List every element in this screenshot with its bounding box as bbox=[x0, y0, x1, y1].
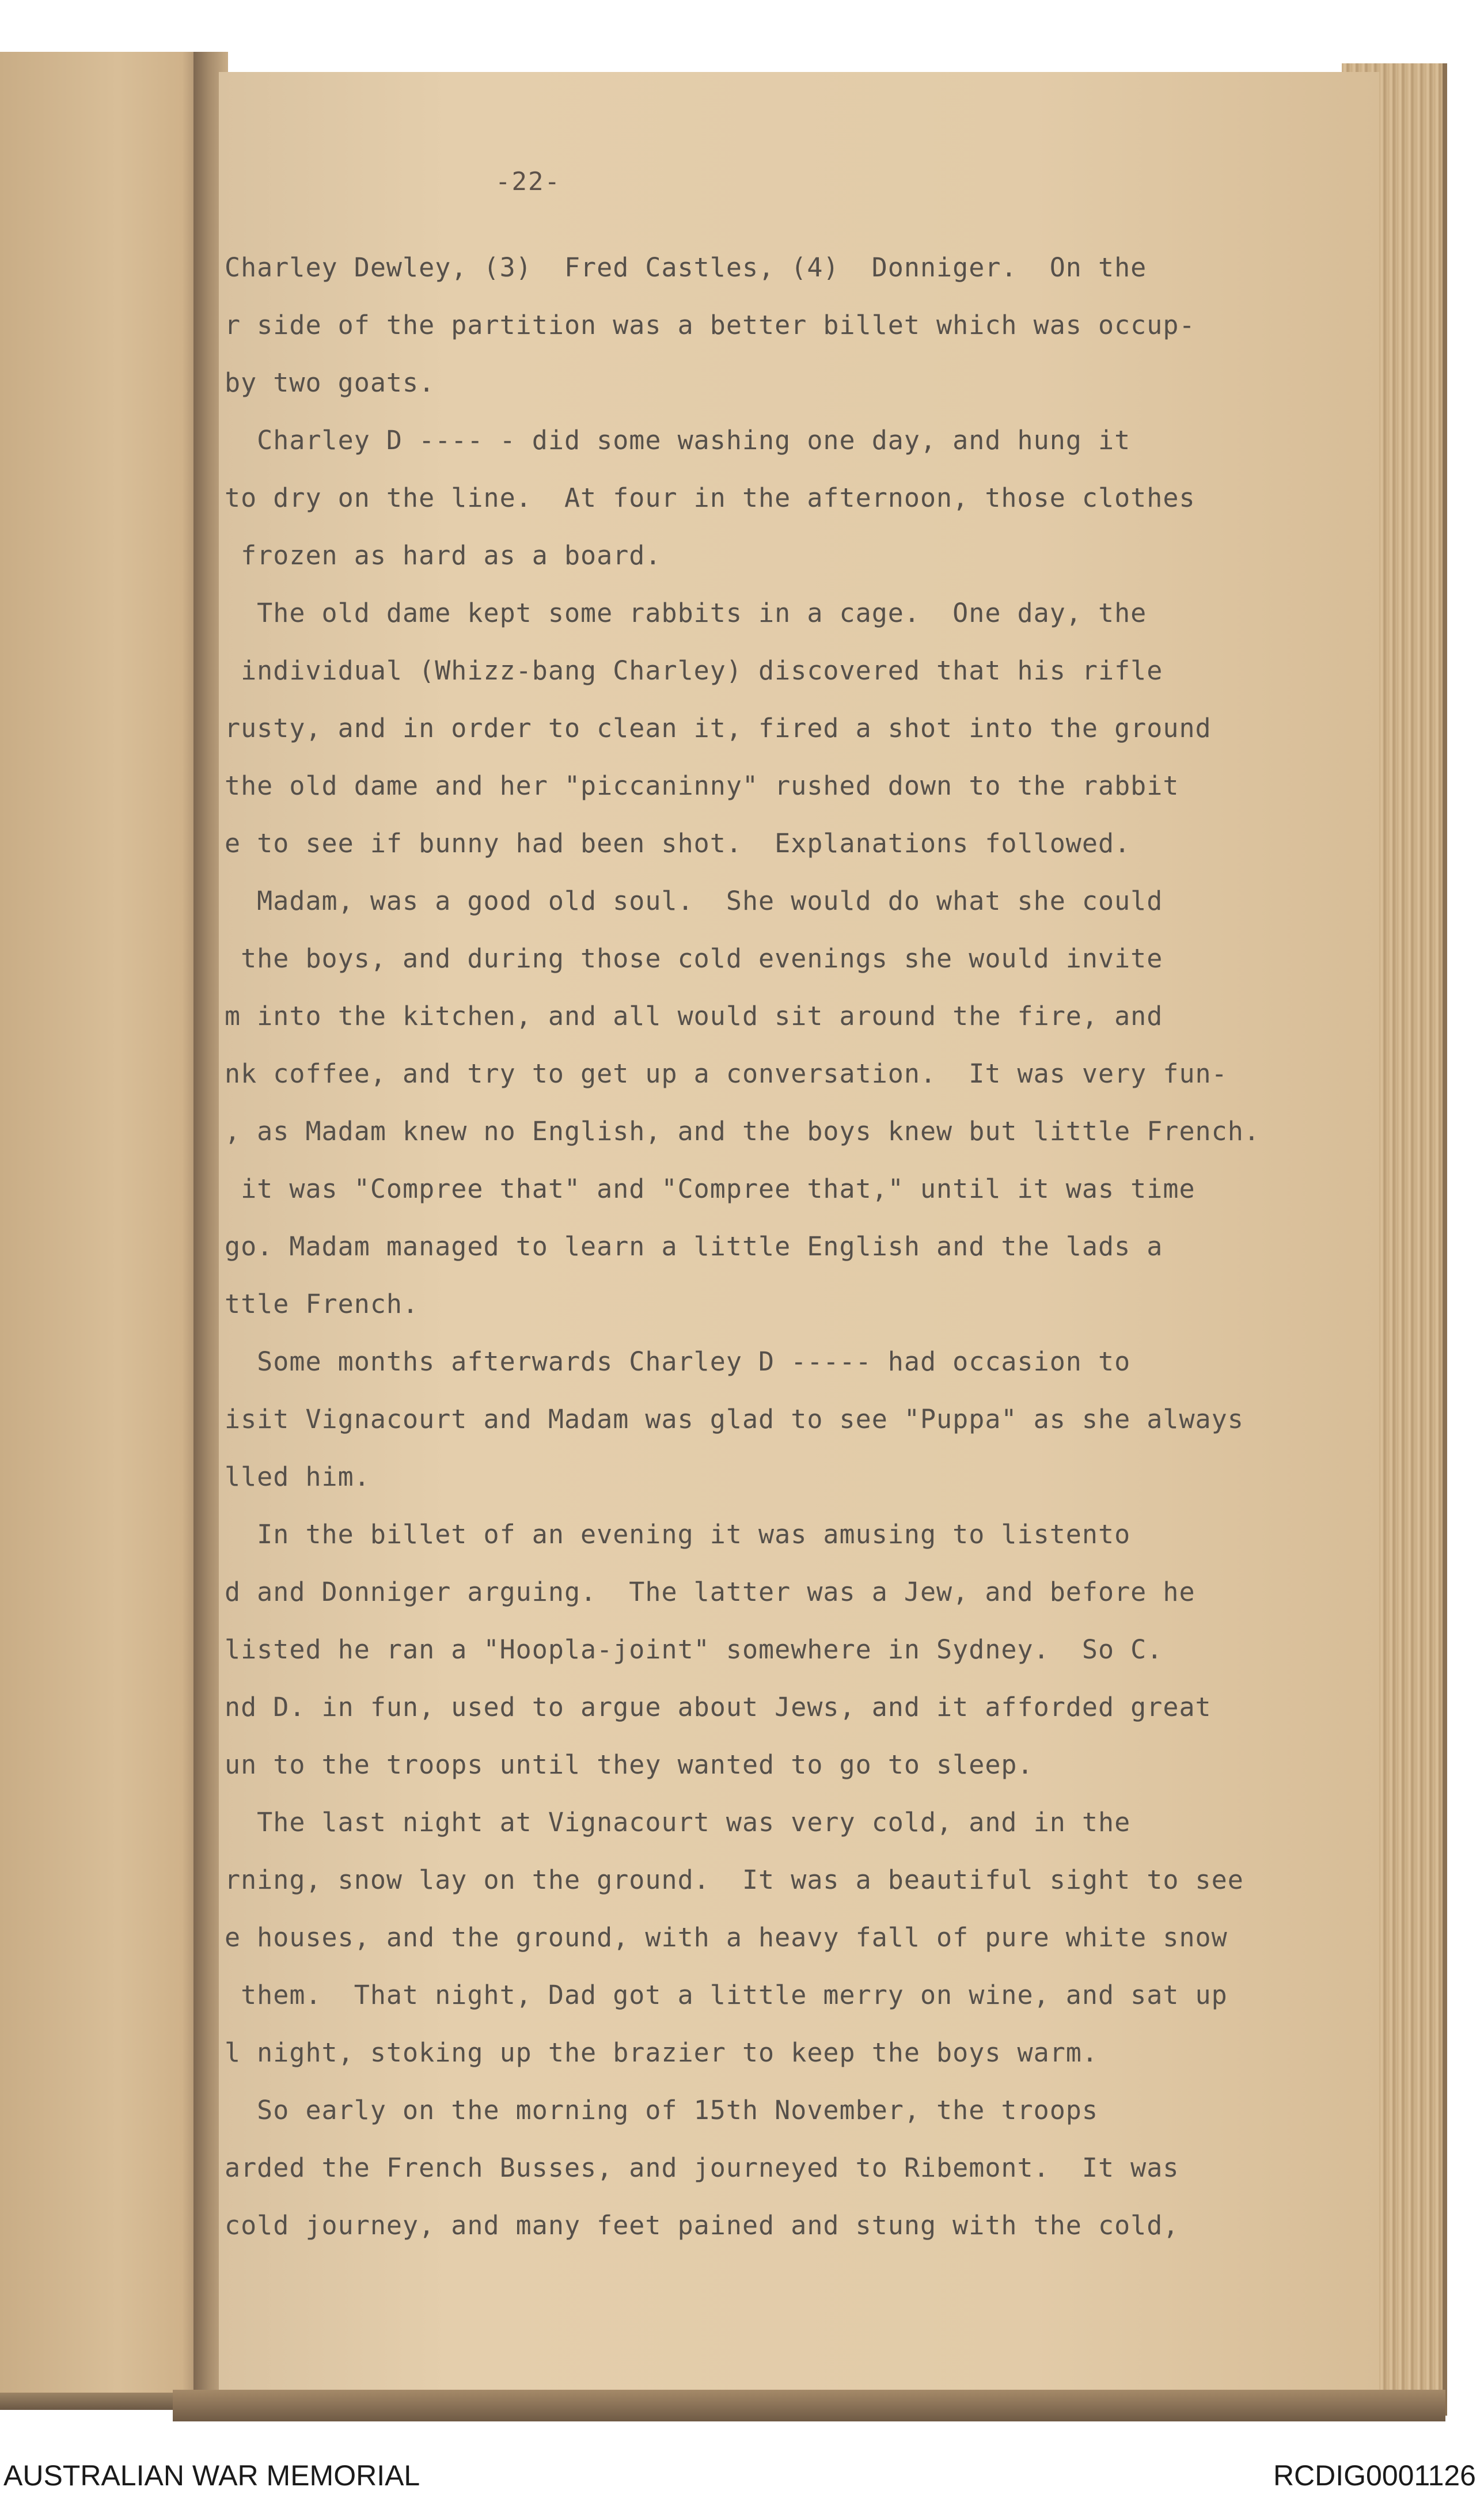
page-number: -22- bbox=[495, 167, 561, 196]
text-line: to dry on the line. At four in the afternoon, those clothes bbox=[225, 483, 1195, 513]
text-line: nk coffee, and try to get up a conversation. It was very fun- bbox=[225, 1058, 1228, 1089]
text-line: Madam, was a good old soul. She would do what she could bbox=[225, 886, 1163, 916]
text-line: nd D. in fun, used to argue about Jews, and it afforded great bbox=[225, 1692, 1212, 1722]
text-line: , as Madam knew no English, and the boys knew but little French. bbox=[225, 1116, 1260, 1147]
book-bottom-edge bbox=[173, 2390, 1445, 2421]
text-line: individual (Whizz-bang Charley) discovered that his rifle bbox=[225, 655, 1163, 686]
text-line: cold journey, and many feet pained and stung with the cold, bbox=[225, 2210, 1179, 2241]
text-line: The last night at Vignacourt was very cold, and in the bbox=[225, 1807, 1131, 1838]
text-line: m into the kitchen, and all would sit around the fire, and bbox=[225, 1001, 1163, 1031]
text-line: Charley Dewley, (3) Fred Castles, (4) Donniger. On the bbox=[225, 252, 1147, 283]
text-line: the old dame and her "piccaninny" rushed down to the rabbit bbox=[225, 770, 1179, 801]
text-line: Some months afterwards Charley D ----- had occasion to bbox=[225, 1346, 1131, 1377]
text-line: un to the troops until they wanted to go to sleep. bbox=[225, 1749, 1034, 1780]
text-line: So early on the morning of 15th November, the troops bbox=[225, 2095, 1098, 2125]
text-line: r side of the partition was a better billet which was occup- bbox=[225, 310, 1195, 340]
text-line: the boys, and during those cold evenings she would invite bbox=[225, 943, 1163, 974]
text-line: by two goats. bbox=[225, 367, 435, 398]
text-line: ttle French. bbox=[225, 1289, 419, 1319]
text-line: e houses, and the ground, with a heavy fall of pure white snow bbox=[225, 1922, 1228, 1953]
text-line: Charley D ---- - did some washing one day, and hung it bbox=[225, 425, 1131, 455]
text-line: l night, stoking up the brazier to keep the boys warm. bbox=[225, 2037, 1098, 2068]
text-line: go. Madam managed to learn a little English and the lads a bbox=[225, 1231, 1163, 1262]
text-line: them. That night, Dad got a little merry on wine, and sat up bbox=[225, 1980, 1228, 2010]
footer-record-id: RCDIG0001126 bbox=[1273, 2459, 1476, 2492]
typewritten-text bbox=[225, 239, 1290, 2254]
text-line: rning, snow lay on the ground. It was a beautiful sight to see bbox=[225, 1865, 1244, 1895]
text-line: e to see if bunny had been shot. Explanations followed. bbox=[225, 828, 1131, 859]
text-line: The old dame kept some rabbits in a cage. One day, the bbox=[225, 598, 1147, 628]
archive-footer bbox=[0, 2446, 1484, 2498]
text-line: arded the French Busses, and journeyed to Ribemont. It was bbox=[225, 2152, 1179, 2183]
text-line: lled him. bbox=[225, 1461, 370, 1492]
text-line: frozen as hard as a board. bbox=[225, 540, 662, 571]
text-line: rusty, and in order to clean it, fired a shot into the ground bbox=[225, 713, 1212, 743]
text-line: d and Donniger arguing. The latter was a Jew, and before he bbox=[225, 1577, 1195, 1607]
text-line: listed he ran a "Hoopla-joint" somewhere in Sydney. So C. bbox=[225, 1634, 1163, 1665]
text-line: In the billet of an evening it was amusing to listento bbox=[225, 1519, 1131, 1550]
left-page bbox=[0, 52, 214, 2405]
text-line: it was "Compree that" and "Compree that," until it was time bbox=[225, 1174, 1195, 1204]
footer-institution: AUSTRALIAN WAR MEMORIAL bbox=[3, 2459, 420, 2492]
text-line: isit Vignacourt and Madam was glad to see "Puppa" as she always bbox=[225, 1404, 1244, 1434]
